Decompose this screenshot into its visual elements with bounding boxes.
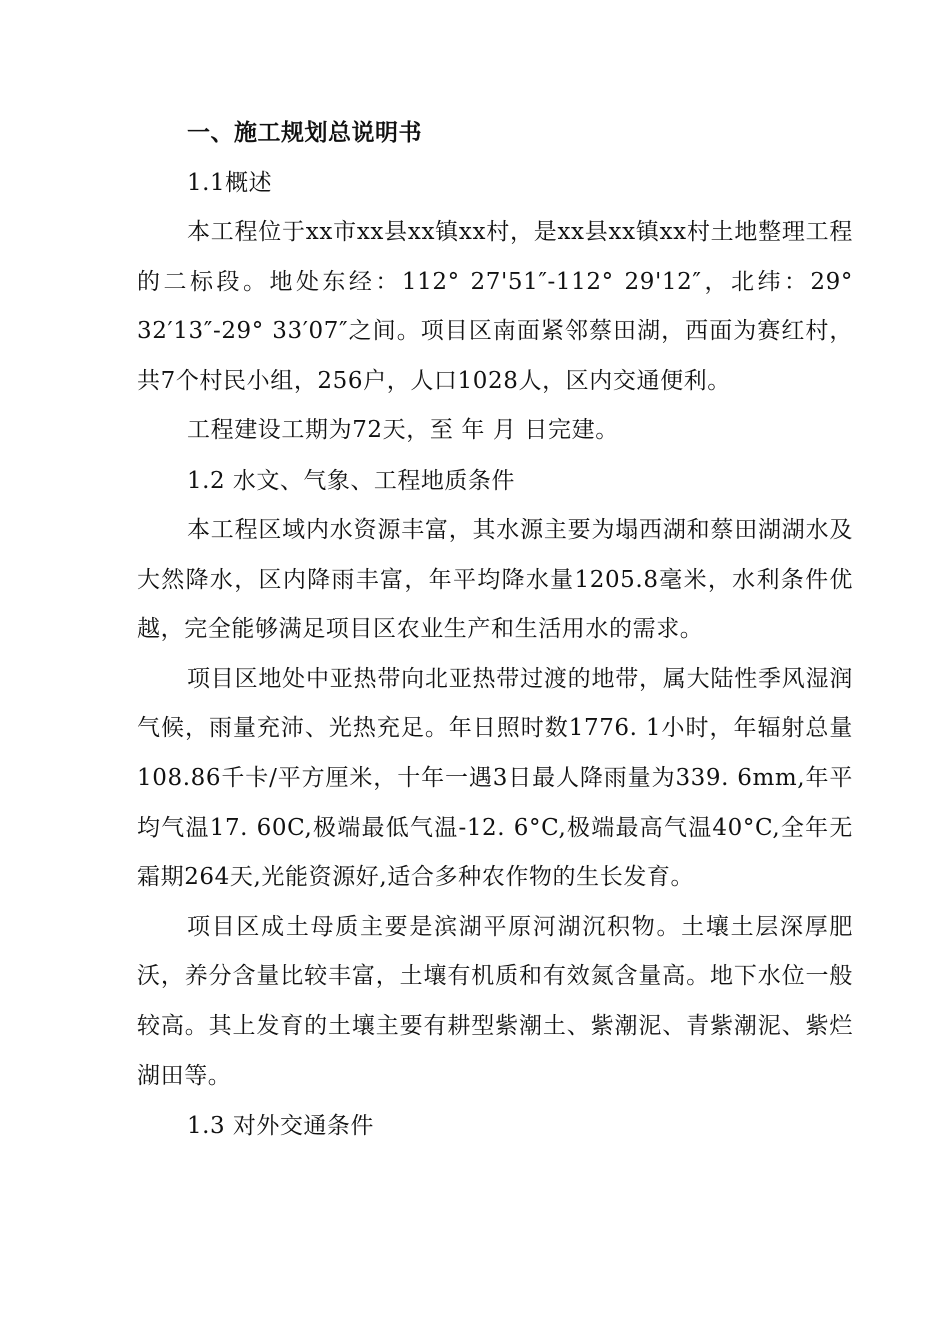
section-1-3-title: 1.3 对外交通条件 — [187, 1113, 374, 1140]
main-heading: 一、施工规划总说明书 — [187, 119, 422, 146]
water-resources-paragraph: 本工程区域内水资源丰富，其水源主要为塌西湖和蔡田湖湖水及大然降水，区内降雨丰富，年平均降水量1205.8毫米，水利条件优越，完全能够满足项目区农业生产和生活用水的需求。 — [137, 516, 853, 643]
document-body — [137, 108, 853, 1151]
overview-paragraph: 本工程位于xx市xx县xx镇xx村，是xx县xx镇xx村土地整理工程的二标段。地处东经：112° 27'51″-112° 29'12″，北纬：29° 32′13″-29° 33′07″之间。项目区南面紧邻蔡田湖，西面为赛红村，共7个村民小组，256户，人口1028人，区内交通便利。 — [137, 219, 853, 394]
section-1-2-title: 1.2 水文、气象、工程地质条件 — [187, 467, 515, 494]
section-1-1-title: 1.1概述 — [187, 170, 273, 196]
schedule-paragraph: 工程建设工期为72天，至 年 月 日完建。 — [187, 417, 619, 444]
climate-paragraph: 项目区地处中亚热带向北亚热带过渡的地带，属大陆性季风湿润气候，雨量充沛、光热充足。年日照时数1776. 1小时，年辐射总量108.86千卡/平方厘米，十年一遇3日最人降雨量为339. 6mm,年平均气温17. 60C,极端最低气温-12. 6°C,极端最高气温40°C,全年无霜期264天,光能资源好,适合多种农作物的生长发育。 — [137, 665, 853, 891]
soil-paragraph: 项目区成土母质主要是滨湖平原河湖沉积物。土壤土层深厚肥沃，养分含量比较丰富，土壤有机质和有效氮含量高。地下水位一般较高。其上发育的土壤主要有耕型紫潮土、紫潮泥、青紫潮泥、紫烂湖田等。 — [137, 913, 853, 1089]
